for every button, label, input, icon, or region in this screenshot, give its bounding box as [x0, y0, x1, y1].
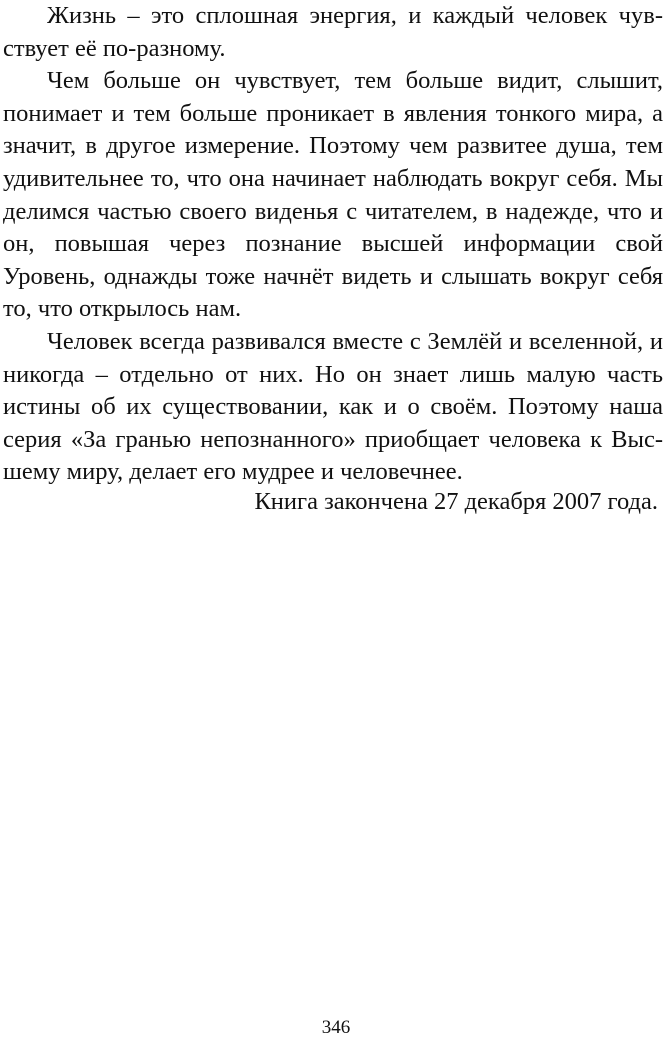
body-text — [3, 0, 663, 489]
completion-date-note: Книга закончена 27 декабря 2007 года. — [254, 488, 658, 515]
paragraph-1: Жизнь – это сплошная энергия, и каждый человек чувствует её по-разному. — [3, 2, 663, 62]
paragraph-3: Человек всегда развивался вместе с Землёй и вселенной, и никогда – отдельно от них. Но он знает лишь малую часть истины об их существовании, как и о своём. Поэтому наша серия «За гранью непознанного» приобщает человека к Высшему миру, делает его мудрее и человечнее. — [3, 327, 663, 486]
paragraph-2: Чем больше он чувствует, тем больше видит, слышит, понимает и тем больше проникает в явления тонкого мира, а значит, в другое измерение. Поэтому чем развитее душа, тем удивительнее то, что она начинает наблюдать вокруг себя. Мы делимся частью своего виденья с читателем, в надежде, что и он, повышая через познание высшей информации свой Уровень, однажды тоже начнёт видеть и слышать вокруг себя то, что открылось нам. — [3, 67, 663, 323]
page-number: 346 — [321, 1017, 351, 1038]
